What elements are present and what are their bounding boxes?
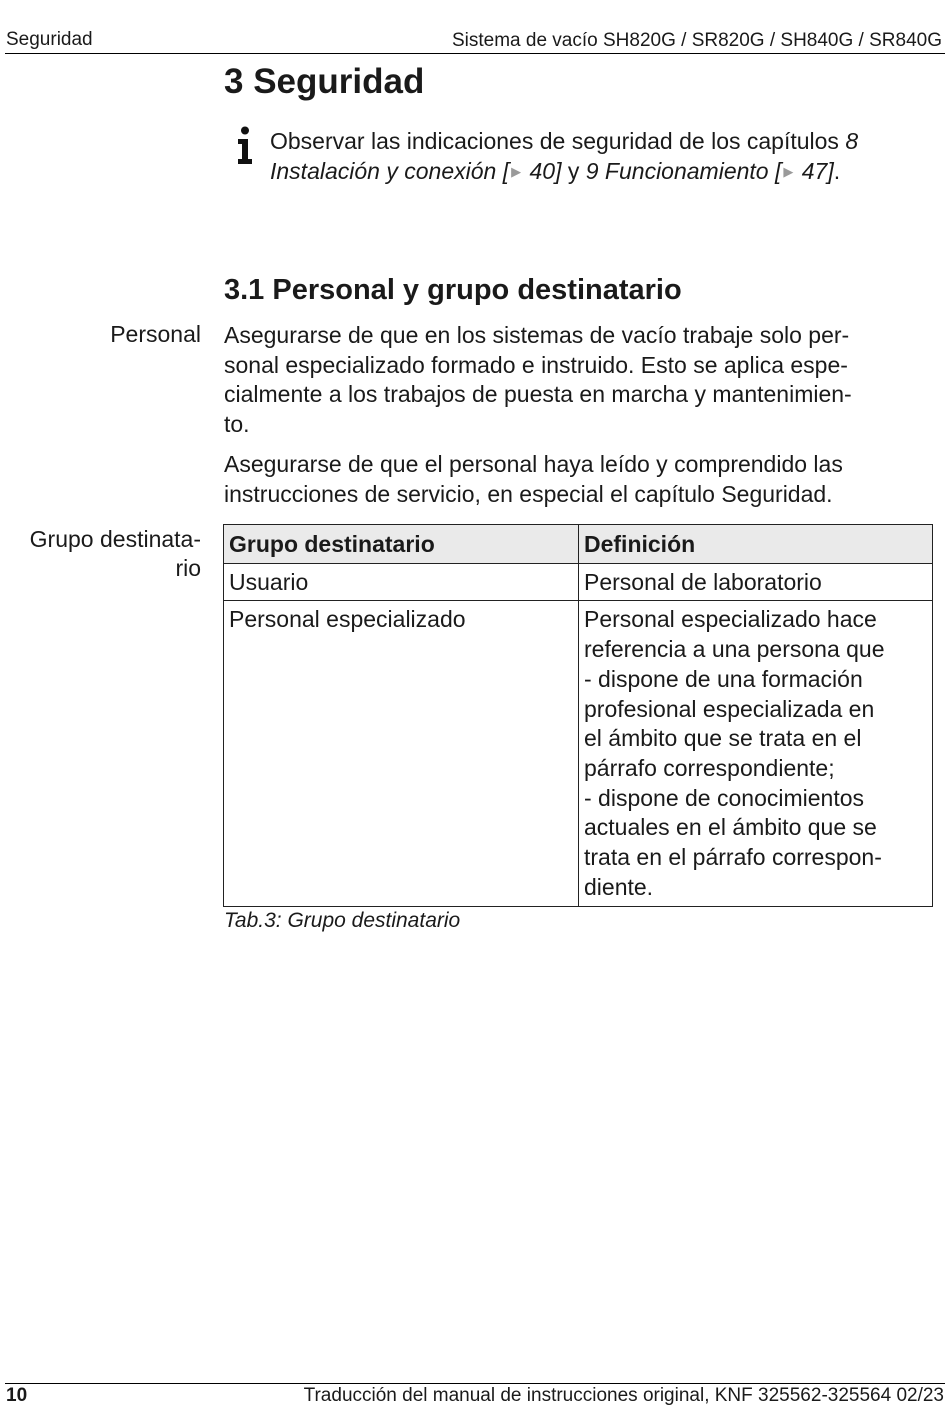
footer-text: Traducción del manual de instrucciones original, KNF 325562-325564 02/23 bbox=[303, 1385, 944, 1406]
side-label-personal: Personal bbox=[110, 321, 201, 347]
table-cell: Personal de laboratorio bbox=[579, 563, 933, 601]
note-ref-operation[interactable]: 9 Funcionamiento [ ▶ 47] bbox=[585, 158, 834, 184]
table-cell: Personal especializado bbox=[224, 601, 579, 907]
page-arrow-icon: ▶ bbox=[511, 164, 522, 179]
target-group-table bbox=[223, 524, 933, 907]
table-header-cell: Grupo destinatario bbox=[224, 525, 579, 564]
safety-note: Observar las indicaciones de seguridad de los capítulos 8 Instalación y conexión [ ▶ 40] y 9 Funcionamiento [ ▶ 47]. bbox=[270, 128, 859, 184]
table-header-row bbox=[224, 525, 933, 564]
chapter-title: 3 Seguridad bbox=[224, 62, 425, 101]
note-text: Observar las indicaciones de seguridad de los capítulos bbox=[270, 128, 846, 154]
table-cell: Personal especializado hace referencia a una persona que - dispone de una formación profesional especializada en el ámbito que se trata en el párrafo correspondiente; - dispone de conocimientos actuales en el ámbito que se trata en el párrafo correspon- diente. bbox=[579, 601, 933, 907]
table-header-cell: Definición bbox=[579, 525, 933, 564]
header-rule bbox=[5, 53, 945, 54]
paragraph-instructions: Asegurarse de que el personal haya leído y comprendido las instrucciones de servicio, en especial el capítulo Seguridad. bbox=[224, 451, 843, 507]
table-row bbox=[224, 601, 933, 907]
header-section-label: Seguridad bbox=[6, 29, 93, 50]
table-cell: Usuario bbox=[224, 563, 579, 601]
footer-rule bbox=[5, 1383, 945, 1384]
info-icon bbox=[236, 126, 254, 166]
table-caption: Tab.3: Grupo destinatario bbox=[224, 909, 461, 932]
table-row bbox=[224, 563, 933, 601]
page-number: 10 bbox=[6, 1385, 28, 1406]
page-arrow-icon: ▶ bbox=[783, 164, 794, 179]
side-label-grupo: Grupo destinata- rio bbox=[29, 526, 201, 581]
note-ref-installation[interactable]: 8 Instalación y conexión [ ▶ 40] bbox=[270, 128, 859, 184]
section-title: 3.1 Personal y grupo destinatario bbox=[224, 274, 682, 306]
header-product-label: Sistema de vacío SH820G / SR820G / SH840G / SR840G bbox=[451, 30, 942, 51]
paragraph-personal: Asegurarse de que en los sistemas de vacío trabaje solo per- sonal especializado formado e instruido. Esto se aplica espe- cialmente a los trabajos de puesta en marcha y mantenimien- to. bbox=[224, 322, 852, 438]
